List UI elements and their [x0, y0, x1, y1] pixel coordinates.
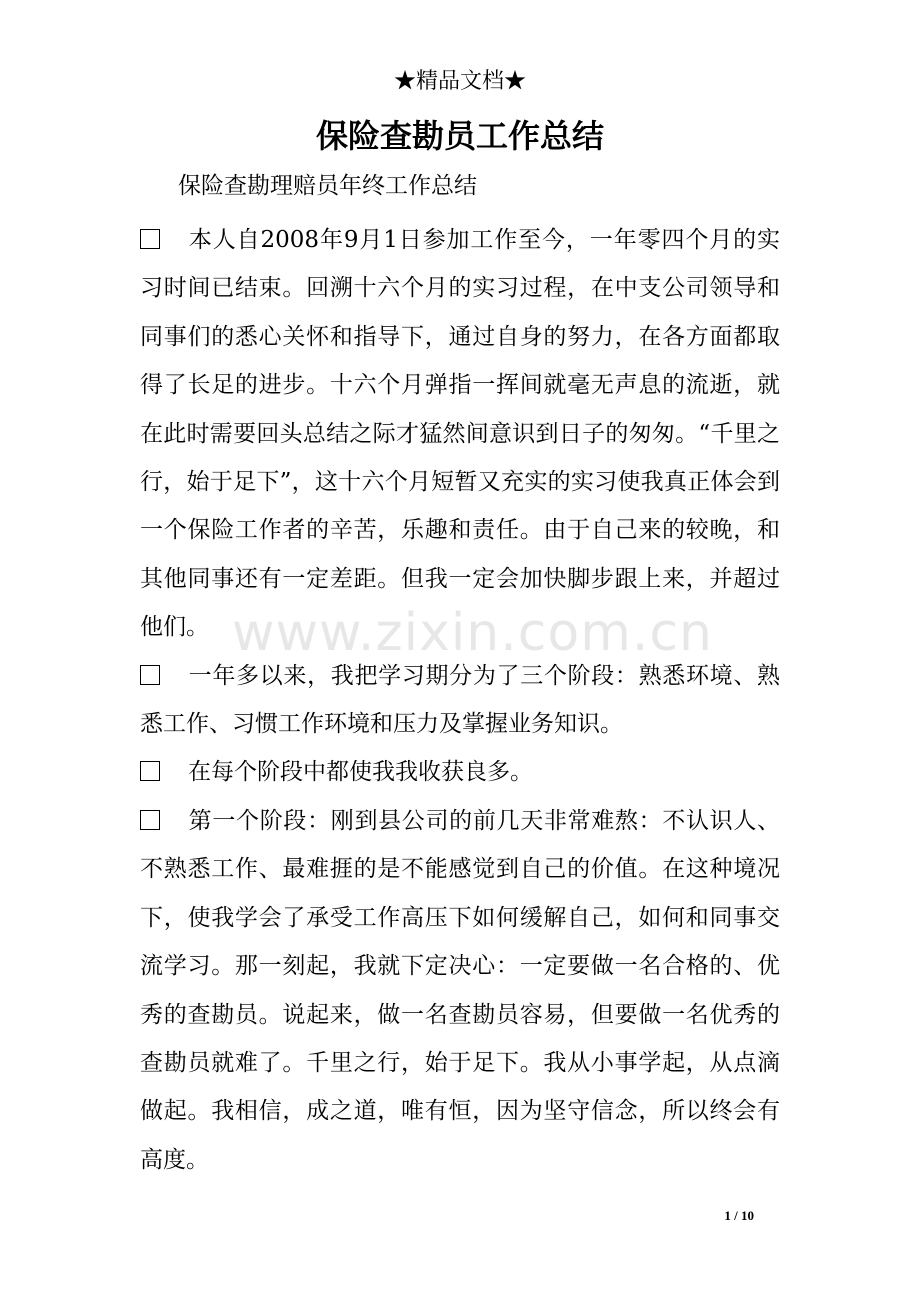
paragraph-1: [140, 216, 780, 652]
page-number: 1 / 10: [724, 1208, 754, 1223]
document-title: 保险查勘员工作总结: [315, 117, 604, 155]
paragraph-text: 一年多以来，我把学习期分为了三个阶段：熟悉环境、熟悉工作、习惯工作环境和压力及掌握业务知识。: [140, 662, 780, 738]
watermark: www.zixin.com.cn: [232, 603, 713, 663]
checkbox-bullet-icon: [140, 761, 160, 781]
checkbox-bullet-icon: [140, 665, 160, 685]
header-mark: ★精品文档★: [393, 69, 526, 94]
paragraph-2: [140, 652, 780, 749]
paragraph-text: 在每个阶段中都使我我收获良多。: [188, 759, 533, 786]
document-body: [140, 216, 780, 1184]
paragraph-text: 本人自2008年9月1日参加工作至今，一年零四个月的实习时间已结束。回溯十六个月的实习过程，在中支公司领导和同事们的悉心关怀和指导下，通过自身的努力，在各方面都取得了长足的进步。十六个月弹指一挥间就毫无声息的流逝，就在此时需要回头总结之际才猛然间意识到日子的匆匆。“千里之行，始于足下”，这十六个月短暂又充实的实习使我真正体会到一个保险工作者的辛苦，乐趣和责任。由于自己来的较晚，和其他同事还有一定差距。但我一定会加快脚步跟上来，并超过他们。: [140, 227, 780, 641]
checkbox-bullet-icon: [140, 810, 160, 830]
checkbox-bullet-icon: [140, 229, 160, 249]
paragraph-3: [140, 748, 780, 796]
paragraph-text: 第一个阶段：刚到县公司的前几天非常难熬：不认识人、不熟悉工作、最难捱的是不能感觉到自己的价值。在这种境况下，使我学会了承受工作高压下如何缓解自己，如何和同事交流学习。那一刻起，我就下定决心：一定要做一名合格的、优秀的查勘员。说起来，做一名查勘员容易，但要做一名优秀的查勘员就难了。千里之行，始于足下。我从小事学起，从点滴做起。我相信，成之道，唯有恒，因为坚守信念，所以终会有高度。: [140, 807, 780, 1173]
paragraph-4: [140, 797, 780, 1184]
document-subtitle: 保险查勘理赔员年终工作总结: [178, 173, 477, 199]
